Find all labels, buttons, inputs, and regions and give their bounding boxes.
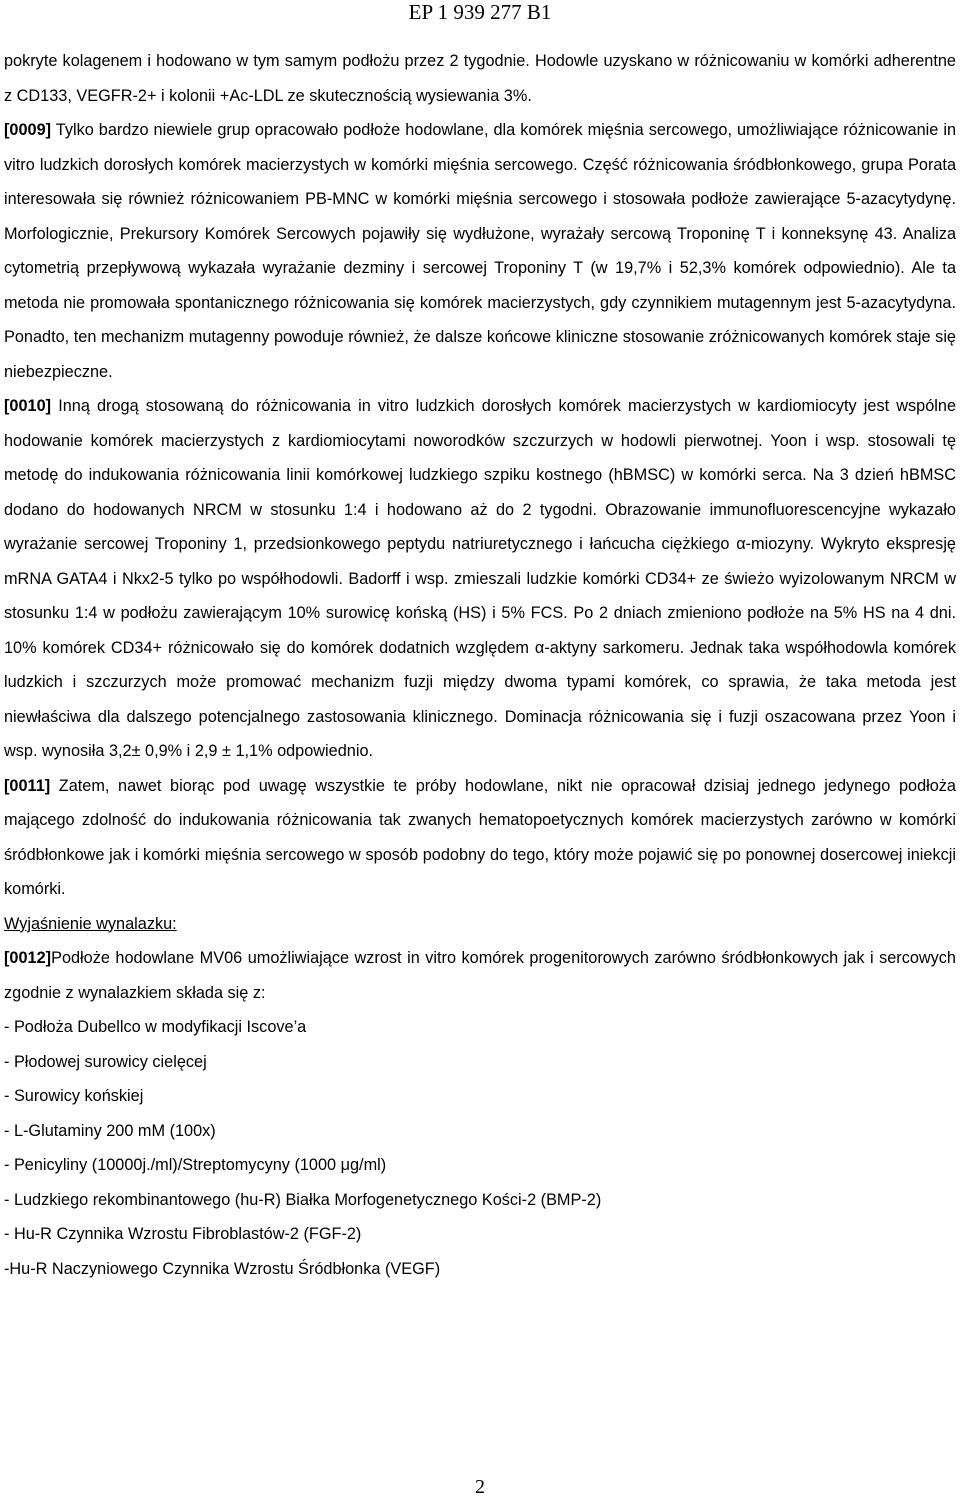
paragraph-text-0010: Inną drogą stosowaną do różnicowania in vitro ludzkich dorosłych komórek macierzystych w kardiomiocyty jest wspólne hodowanie komórek macierzystych z kardiomiocytami noworodków szczurzych w hodowli pierwotnej. Yoon i wsp. stosowali tę metodę do indukowania różnicowania linii komórkowej ludzkiego szpiku kostnego (hBMSC) w komórki serca. Na 3 dzień hBMSC dodano do hodowanych NRCM w stosunku 1:4 i hodowano aż do 2 tygodni. Obrazowanie immunofluorescencyjne wykazało wyrażanie sercowej Troponiny 1, przedsionkowego peptydu natriuretycznego i łańcucha ciężkiego α-miozyny. Wykryto ekspresję mRNA GATA4 i Nkx2-5 tylko po współhodowli. Badorff i wsp. zmieszali ludzkie komórki CD34+ ze świeżo wyizolowanym NRCM w stosunku 1:4 w podłożu zawierającym 10% surowicę końską (HS) i 5% FCS. Po 2 dniach zmieniono podłoże na 5% HS na 4 dni. 10% komórek CD34+ różnicowało się do komórek dodatnich względem α-aktyny sarkomeru. Jednak taka współhodowla komórek ludzkich i szczurzych może promować mechanizm fuzji między dwoma typami komórek, co sprawia, że taka metoda jest niewłaściwa dla dalszego potencjalnego zastosowania klinicznego. Dominacja różnicowania się i fuzji oszacowana przez Yoon i wsp. wynosiła 3,2± 0,9% i 2,9 ± 1,1% odpowiednio.: [4, 397, 956, 760]
paragraph-text-0009: Tylko bardzo niewiele grup opracowało podłoże hodowlane, dla komórek mięśnia sercowego, umożliwiające różnicowanie in vitro ludzkich dorosłych komórek macierzystych w komórki mięśnia sercowego. Część różnicowania śródbłonkowego, grupa Porata interesowała się również różnicowaniem PB-MNC w komórki mięśnia sercowego i stosowała podłoże zawierające 5-azacytydynę. Morfologicznie, Prekursory Komórek Sercowych pojawiły się wydłużone, wyrażały sercową Troponinę T i konneksynę 43. Analiza cytometrią przepływową wykazała wyrażanie dezminy i sercowej Troponiny T (w 19,7% i 52,3% komórek odpowiednio). Ale ta metoda nie promowała spontanicznego różnicowania się komórek macierzystych, gdy czynnikiem mutagennym jest 5-azacytydyna. Ponadto, ten mechanizm mutagenny powoduje również, że dalsze końcowe kliniczne stosowanie zróżnicowanych komórek staje się niebezpieczne.: [4, 121, 956, 381]
paragraph-0009: [4, 113, 956, 389]
document-body: [4, 44, 956, 1286]
list-item: - Hu-R Czynnika Wzrostu Fibroblastów-2 (FGF-2): [4, 1225, 362, 1243]
document-number-header: EP 1 939 277 B1: [408, 0, 552, 24]
list-item: -Hu-R Naczyniowego Czynnika Wzrostu Śródbłonka (VEGF): [4, 1259, 441, 1278]
page-number: 2: [475, 1476, 485, 1498]
paragraph-0012: [4, 941, 956, 1010]
paragraph-ref-0009: [0009]: [4, 121, 52, 139]
list-item: - L-Glutaminy 200 mM (100x): [4, 1121, 216, 1140]
paragraph-ref-0012: [0012]: [4, 949, 52, 967]
section-heading: Wyjaśnienie wynalazku:: [4, 914, 177, 933]
list-item: - Płodowej surowicy cielęcej: [4, 1052, 207, 1071]
paragraph-text-0012: Podłoże hodowlane MV06 umożliwiające wzrost in vitro komórek progenitorowych zarówno śródbłonkowych jak i sercowych zgodnie z wynalazkiem składa się z:: [4, 949, 956, 1002]
ingredient-list: [4, 1010, 956, 1286]
paragraph-ref-0010: [0010]: [4, 397, 52, 415]
paragraph-text-0011: Zatem, nawet biorąc pod uwagę wszystkie te próby hodowlane, nikt nie opracował dzisiaj jednego jedynego podłoża mającego zdolność do indukowania różnicowania tak zwanych hematopoetycznych komórek macierzystych zarówno w komórki śródbłonkowe jak i komórki mięśnia sercowego w sposób podobny do tego, który może pojawić się po ponownej dosercowej iniekcji komórki.: [4, 776, 956, 898]
continuation-paragraph: pokryte kolagenem i hodowano w tym samym podłożu przez 2 tygodnie. Hodowle uzyskano w różnicowaniu w komórki adherentne z CD133, VEGFR-2+ i kolonii +Ac-LDL ze skutecznością wysiewania 3%.: [4, 52, 956, 105]
paragraph-0010: [4, 389, 956, 769]
list-item: - Podłoża Dubellco w modyfikacji Iscove’a: [4, 1018, 307, 1036]
list-item: - Penicyliny (10000j./ml)/Streptomycyny (1000 μg/ml): [4, 1156, 387, 1174]
paragraph-0011: [4, 769, 956, 907]
list-item: - Ludzkiego rekombinantowego (hu-R) Białka Morfogenetycznego Kości-2 (BMP-2): [4, 1190, 602, 1209]
paragraph-ref-0011: [0011]: [4, 776, 51, 795]
list-item: - Surowicy końskiej: [4, 1087, 144, 1105]
